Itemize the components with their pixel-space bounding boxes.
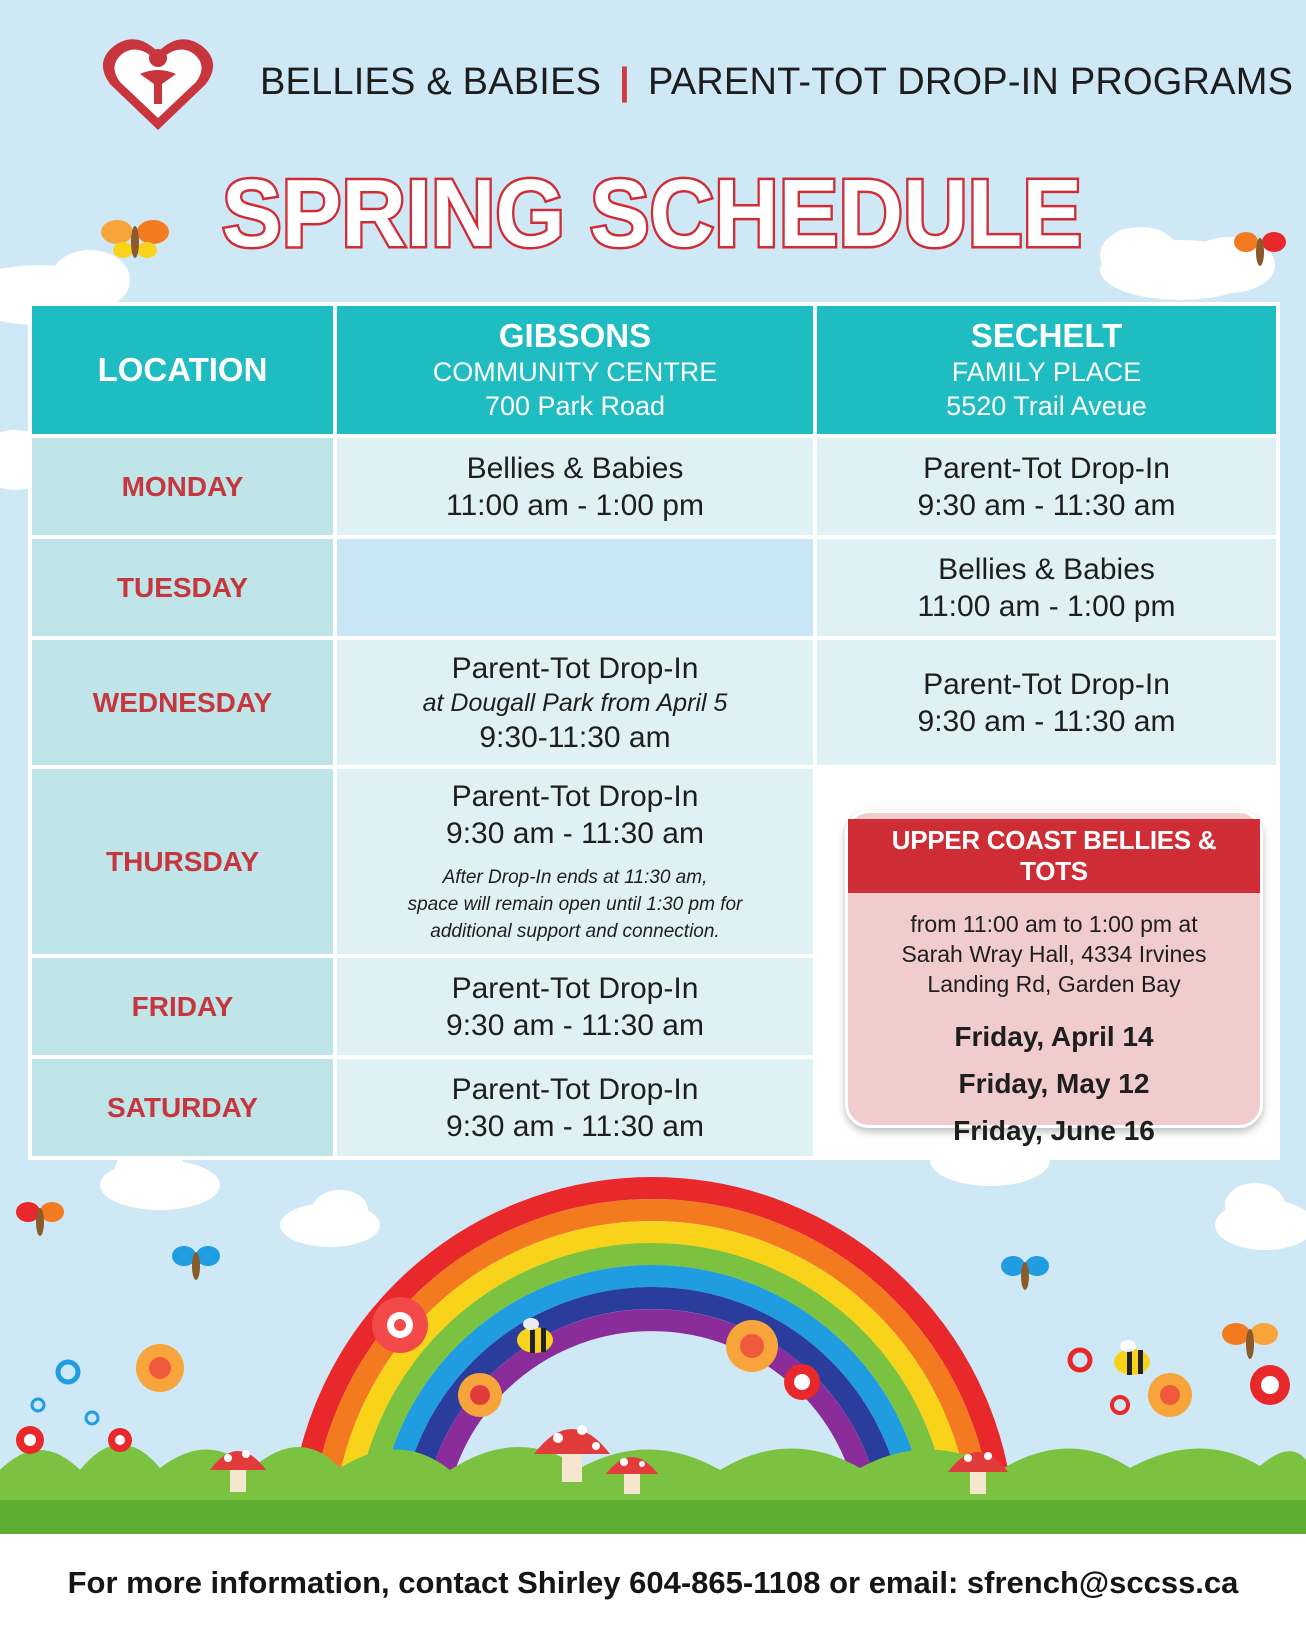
monday-sechelt-cell: [817, 438, 1276, 535]
day-label-wednesday: WEDNESDAY: [32, 640, 333, 765]
footer: [0, 1534, 1306, 1632]
sechelt-address: 5520 Trail Aveue: [946, 391, 1147, 421]
grass: [0, 1444, 1306, 1534]
header-separator: |: [619, 60, 630, 103]
program-name: Bellies & Babies: [466, 451, 684, 485]
day-label-friday: FRIDAY: [32, 958, 333, 1055]
program-time: 11:00 am - 1:00 pm: [446, 488, 704, 522]
program-name: Bellies & Babies: [938, 552, 1155, 586]
tuesday-gibsons-cell: [337, 539, 813, 636]
thursday-gibsons-cell: [337, 769, 813, 954]
gibsons-address: 700 Park Road: [484, 391, 666, 421]
program-time: 9:30 am - 11:30 am: [446, 1008, 704, 1042]
info-line-1: from 11:00 am to 1:00 pm at: [910, 911, 1198, 937]
table-row-monday: [32, 438, 1276, 535]
note-line-3: additional support and connection.: [430, 921, 720, 942]
table-row-wednesday: [32, 640, 1276, 765]
contact-info: For more information, contact Shirley 604-865-1108 or email: sfrench@sccss.ca: [67, 1565, 1239, 1600]
table-row-tuesday: [32, 539, 1276, 636]
day-label-monday: MONDAY: [32, 438, 333, 535]
note-line-2: space will remain open until 1:30 pm for: [407, 894, 743, 915]
program-time: 9:30 am - 11:30 am: [917, 488, 1176, 522]
date-item: Friday, April 14: [954, 1021, 1154, 1052]
day-label-tuesday: TUESDAY: [32, 539, 333, 636]
program-note: at Dougall Park from April 5: [422, 688, 728, 717]
upper-coast-title: UPPER COAST BELLIES & TOTS: [848, 819, 1260, 893]
program-name: Parent-Tot Drop-In: [923, 451, 1170, 485]
program-name: PARENT-TOT DROP-IN PROGRAMS: [648, 60, 1294, 103]
page-title: [200, 158, 1105, 268]
sechelt-venue: FAMILY PLACE: [951, 357, 1142, 387]
sechelt-name: SECHELT: [970, 317, 1123, 354]
program-name: Parent-Tot Drop-In: [451, 780, 699, 813]
saturday-gibsons-cell: [337, 1059, 813, 1156]
org-name: BELLIES & BABIES: [260, 60, 602, 103]
upper-coast-box: [845, 810, 1263, 1146]
heart-logo-icon: [100, 22, 216, 138]
gibsons-name: GIBSONS: [498, 317, 652, 354]
program-name: Parent-Tot Drop-In: [923, 667, 1170, 701]
upper-coast-dates: [848, 1013, 1260, 1154]
program-time: 11:00 am - 1:00 pm: [917, 589, 1176, 623]
info-line-2: Sarah Wray Hall, 4334 Irvines: [901, 941, 1207, 967]
info-line-3: Landing Rd, Garden Bay: [927, 971, 1181, 997]
upper-coast-info: [848, 909, 1260, 999]
wednesday-gibsons-cell: [337, 640, 813, 765]
program-time: 9:30 am - 11:30 am: [446, 817, 704, 850]
day-label-thursday: THURSDAY: [32, 769, 333, 954]
wednesday-sechelt-cell: [817, 640, 1276, 765]
table-header-row: [32, 306, 1276, 434]
gibsons-venue: COMMUNITY CENTRE: [432, 357, 718, 387]
day-label-saturday: SATURDAY: [32, 1059, 333, 1156]
location-header: [32, 306, 333, 434]
program-note: [337, 864, 813, 945]
friday-gibsons-cell: [337, 958, 813, 1055]
program-time: 9:30 am - 11:30 am: [917, 704, 1176, 738]
location-label: LOCATION: [97, 351, 268, 388]
program-time: 9:30 am - 11:30 am: [446, 1109, 704, 1143]
note-line-1: After Drop-In ends at 11:30 am,: [442, 867, 708, 888]
header-line: [260, 58, 1293, 106]
sechelt-header: [817, 306, 1276, 434]
tuesday-sechelt-cell: [817, 539, 1276, 636]
program-name: Parent-Tot Drop-In: [451, 971, 699, 1005]
program-name: Parent-Tot Drop-In: [451, 1072, 699, 1106]
page-title-text: SPRING SCHEDULE: [222, 160, 1082, 267]
gibsons-header: [337, 306, 813, 434]
program-time: 9:30-11:30 am: [479, 720, 671, 754]
date-item: Friday, May 12: [958, 1068, 1150, 1099]
program-name: Parent-Tot Drop-In: [451, 651, 699, 685]
monday-gibsons-cell: [337, 438, 813, 535]
date-item: Friday, June 16: [953, 1115, 1155, 1146]
